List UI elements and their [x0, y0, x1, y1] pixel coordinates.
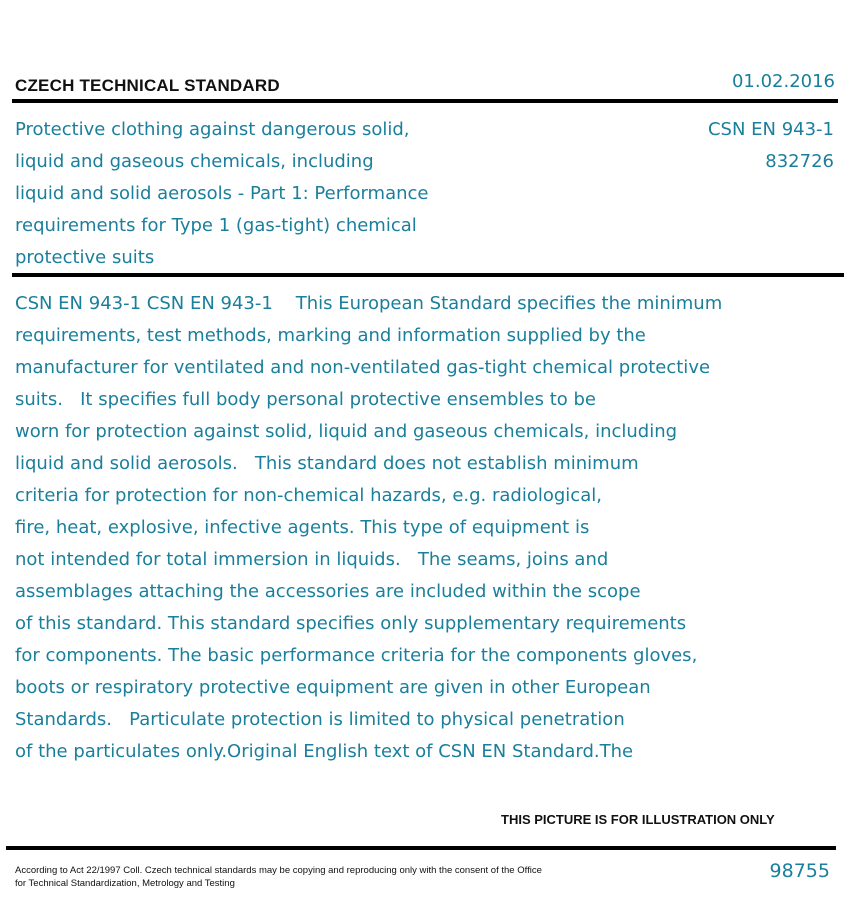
abstract-line: boots or respiratory protective equipment are given in other European — [15, 677, 651, 698]
title-line: liquid and gaseous chemicals, including — [15, 151, 374, 172]
title-line: protective suits — [15, 247, 155, 268]
abstract-line: for components. The basic performance criteria for the components gloves, — [15, 645, 698, 666]
abstract-line: suits. It specifies full body personal protective ensembles to be — [15, 389, 596, 410]
standard-title — [15, 114, 485, 274]
title-line: liquid and solid aerosols - Part 1: Performance — [15, 183, 429, 204]
standard-codes — [708, 114, 834, 178]
abstract-line: Standards. Particulate protection is limited to physical penetration — [15, 709, 625, 730]
abstract-line: of this standard. This standard specifies only supplementary requirements — [15, 613, 687, 634]
abstract-line: requirements, test methods, marking and information supplied by the — [15, 325, 646, 346]
abstract-line: manufacturer for ventilated and non-ventilated gas-tight chemical protective — [15, 357, 711, 378]
document-type-label: CZECH TECHNICAL STANDARD — [15, 76, 280, 95]
header-divider — [12, 99, 838, 103]
publication-date: 01.02.2016 — [731, 71, 835, 92]
document-number: 98755 — [769, 860, 830, 882]
abstract-line: worn for protection against solid, liquid and gaseous chemicals, including — [15, 421, 678, 442]
abstract-line: CSN EN 943-1 CSN EN 943-1 This European Standard specifies the minimum — [15, 293, 723, 314]
catalog-number: 832726 — [765, 151, 834, 172]
standard-abstract — [15, 288, 815, 768]
legal-notice — [15, 864, 595, 890]
abstract-line: assemblages attaching the accessories are included within the scope — [15, 581, 641, 602]
abstract-line: not intended for total immersion in liquids. The seams, joins and — [15, 549, 609, 570]
illustration-notice: THIS PICTURE IS FOR ILLUSTRATION ONLY — [501, 812, 775, 827]
title-line: requirements for Type 1 (gas-tight) chemical — [15, 215, 417, 236]
abstract-line: fire, heat, explosive, infective agents. This type of equipment is — [15, 517, 590, 538]
legal-line: According to Act 22/1997 Coll. Czech technical standards may be copying and reproducing only with the consent of the Office — [15, 865, 542, 876]
standard-designation: CSN EN 943-1 — [707, 119, 834, 140]
abstract-line: of the particulates only.Original English text of CSN EN Standard.The — [15, 741, 634, 762]
footer-divider — [6, 846, 836, 850]
title-line: Protective clothing against dangerous solid, — [15, 119, 410, 140]
abstract-line: liquid and solid aerosols. This standard does not establish minimum — [15, 453, 639, 474]
legal-line: for Technical Standardization, Metrology and Testing — [15, 878, 235, 889]
abstract-line: criteria for protection for non-chemical hazards, e.g. radiological, — [15, 485, 602, 506]
title-divider — [12, 273, 844, 277]
